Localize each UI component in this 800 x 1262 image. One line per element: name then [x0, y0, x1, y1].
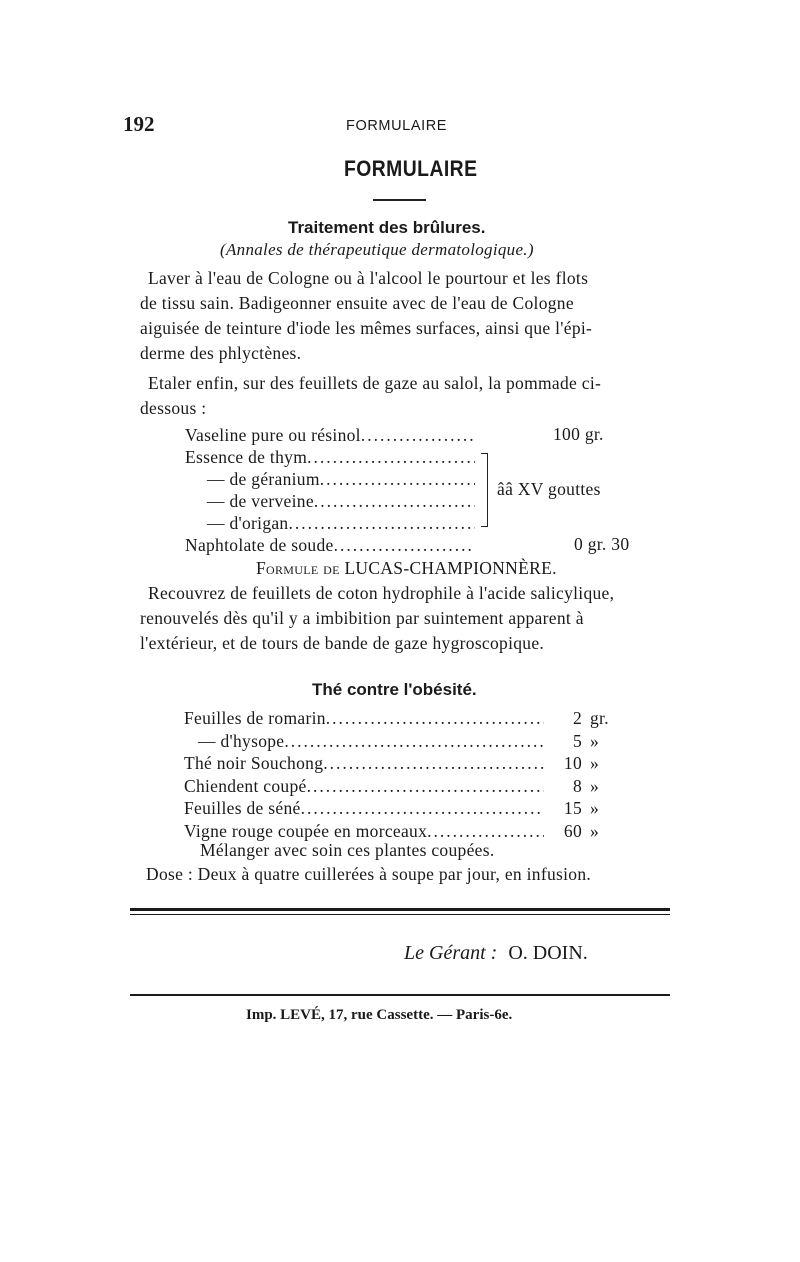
ingredient-unit: » [590, 775, 600, 796]
ingredient-name: — de géranium [207, 469, 320, 489]
recipe1-para3 [140, 581, 614, 656]
ingredient-row [185, 424, 475, 446]
ingredient-qty: 60 [563, 820, 582, 841]
grouping-brace [481, 453, 488, 527]
running-title: FORMULAIRE [346, 118, 448, 134]
text-line: l'extérieur, et de tours de bande de gaze hygroscopique. [140, 633, 545, 653]
ingredient-qty: 100 gr. [553, 424, 604, 444]
ingredient-row [185, 446, 475, 468]
text-line: derme des phlyctènes. [140, 343, 302, 363]
qty-row [548, 730, 609, 753]
text-line: Recouvrez de feuillets de coton hydrophile à l'acide salicylique, [148, 583, 615, 603]
ingredient-row [185, 534, 475, 556]
ingredient-qty: 8 [572, 775, 582, 796]
ingredient-unit: » [590, 730, 600, 751]
ingredient-unit: » [590, 820, 600, 841]
ingredient-name: Vigne rouge coupée en morceaux [184, 820, 428, 841]
ingredient-unit: » [590, 753, 600, 773]
ingredient-row [184, 820, 544, 843]
mix-instruction: Mélanger avec soin ces plantes coupées. [200, 840, 495, 860]
ingredient-name: Naphtolate de soude [185, 535, 334, 555]
manager-signature [404, 942, 588, 965]
qty-row [548, 797, 609, 820]
ingredient-row [185, 512, 475, 534]
recipe2-title: Thé contre l'obésité. [312, 680, 477, 699]
ingredient-row [184, 707, 544, 730]
ingredient-row [185, 490, 475, 512]
page-number: 192 [123, 112, 155, 136]
ingredient-name: — d'hysope [198, 730, 285, 751]
recipe2-ingredients [184, 707, 544, 842]
ingredient-row [184, 730, 544, 753]
ingredient-name: — de verveine [207, 491, 314, 511]
text-line: Laver à l'eau de Cologne ou à l'alcool le pourtour et les flots [148, 268, 589, 288]
ingredient-qty: 15 [563, 798, 582, 818]
ingredient-name: Essence de thym [185, 447, 308, 467]
imprint: Imp. LEVÉ, 17, rue Cassette. — Paris-6e. [246, 1007, 513, 1023]
qty-row [548, 820, 609, 843]
ingredient-name: — d'origan [207, 513, 289, 533]
recipe1-para1 [140, 266, 592, 366]
ingredient-unit: » [590, 798, 600, 818]
ingredient-unit: gr. [590, 708, 609, 728]
ingredient-qty: 5 [572, 730, 582, 751]
manager-name: O. DOIN. [508, 942, 588, 964]
qty-row [548, 775, 609, 798]
double-rule [130, 908, 670, 915]
ingredient-row [185, 468, 475, 490]
ingredient-qty: 0 gr. 30 [574, 534, 630, 554]
brace-quantity: ââ XV gouttes [497, 479, 601, 499]
recipe1-para2 [140, 371, 601, 421]
text-line: de tissu sain. Badigeonner ensuite avec de l'eau de Cologne [140, 293, 574, 313]
manager-label: Le Gérant : [404, 942, 498, 964]
recipe2-quantities [548, 707, 609, 842]
ingredient-row [184, 775, 544, 798]
text-line: Etaler enfin, sur des feuillets de gaze au salol, la pommade ci- [148, 373, 602, 393]
ingredient-qty: 2 [572, 708, 582, 728]
qty-row [548, 752, 609, 775]
qty-row [548, 707, 609, 730]
text-line: renouvelés dès qu'il y a imbibition par suintement apparent à [140, 608, 584, 628]
formula-credit: Formule de LUCAS-CHAMPIONNÈRE. [256, 558, 557, 578]
recipe1-title: Traitement des brûlures. [288, 218, 486, 237]
recipe1-source: (Annales de thérapeutique dermatologique.) [220, 240, 534, 259]
ingredient-name: Feuilles de séné [184, 798, 301, 818]
title-rule [373, 199, 426, 201]
ingredient-row [184, 752, 544, 775]
ingredient-row [184, 797, 544, 820]
text-line: dessous : [140, 398, 207, 418]
dose-instruction: Dose : Deux à quatre cuillerées à soupe par jour, en infusion. [146, 864, 592, 884]
ingredient-qty: 10 [563, 753, 582, 773]
ingredient-name: Thé noir Souchong [184, 753, 324, 773]
ingredient-name: Chiendent coupé [184, 775, 307, 796]
text-line: aiguisée de teinture d'iode les mêmes surfaces, ainsi que l'épi- [140, 318, 593, 338]
section-title: FORMULAIRE [344, 156, 478, 181]
ingredient-name: Vaseline pure ou résinol [185, 425, 361, 445]
footer-rule [130, 994, 670, 996]
ingredient-name: Feuilles de romarin [184, 708, 326, 728]
